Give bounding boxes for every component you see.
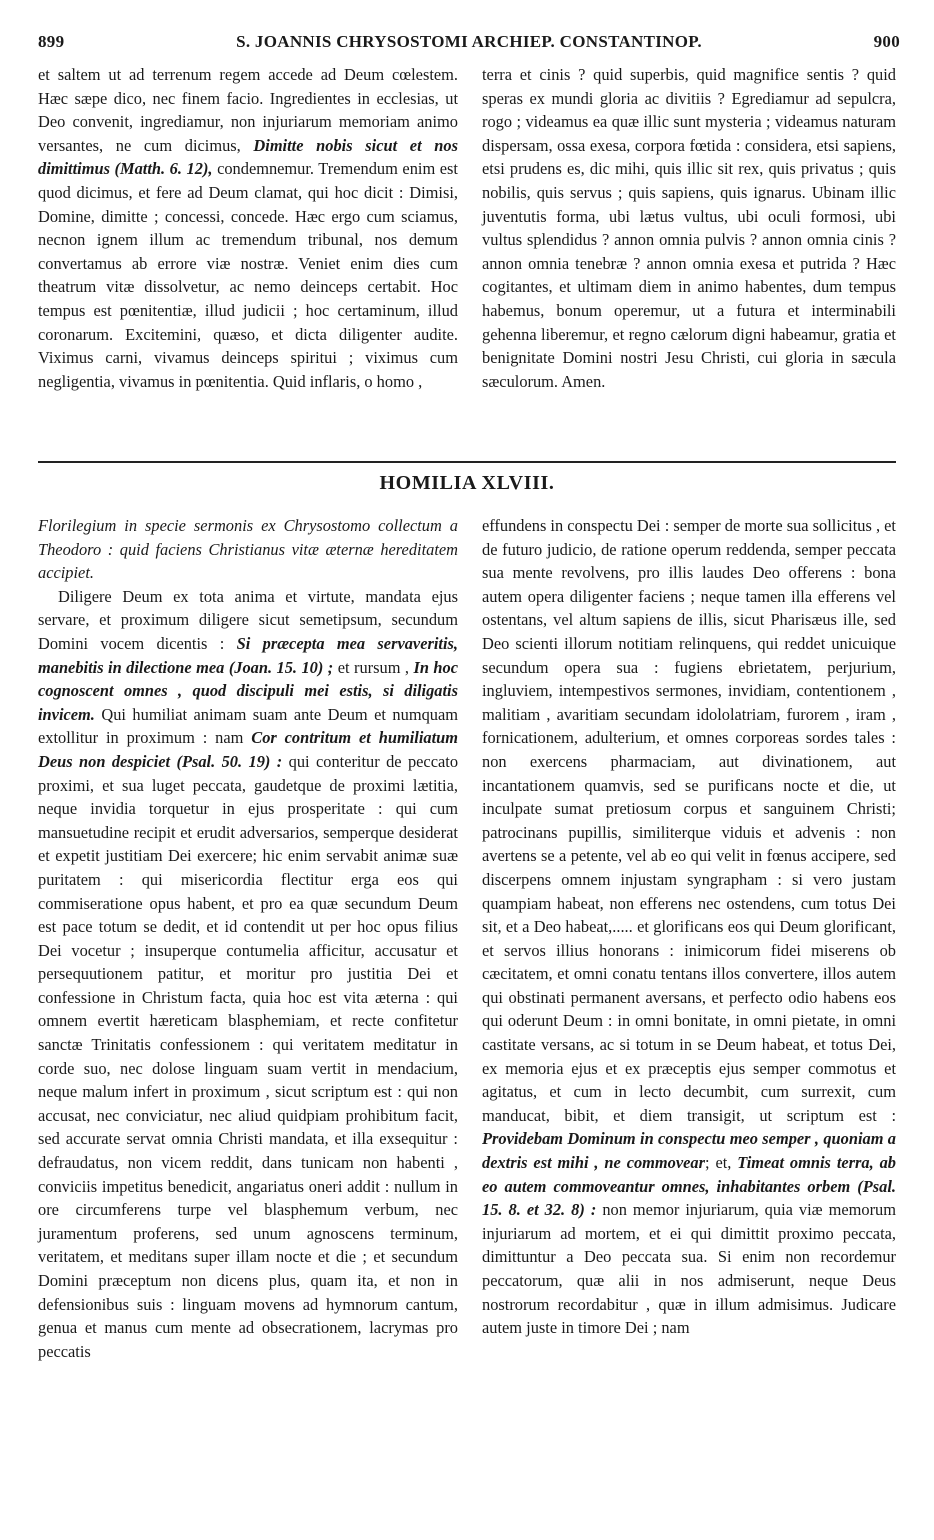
- text-run: Qui humiliat animam suam ante Deum et numquam extollitur in proximum : nam: [38, 704, 458, 748]
- bottom-right-column: [482, 514, 896, 1340]
- scripture-quote: Dimitte nobis sicut et nos dimittimus: [38, 135, 458, 179]
- text-run: et saltem ut ad terrenum regem accede ad Deum cœlestem. Hæc sæpe dico, nec finem facio. Ingredientes in ecclesias, ut Deo convenit, ingrediamur, non injuriarum memoriam animo versantes, ne cum dicimus,: [38, 65, 458, 155]
- text-run: terra et cinis ? quid superbis, quid magnifice sentis ? quid speras ex mundi gloria ac divitiis ? Egrediamur ad sepulcra, rogo ; videamus ea quæ illic sunt mysteria ; videamus naturam dispersam, ossa exesa, corpora fœtida : considera, etsi sapiens, etsi prudens es, dic mihi, quis illic sit rex, quis privatus ; quis nobilis, quis servus ; quis sapiens, quis ignarus. Ubinam illic juventutis forma, ubi lætus vultus, ubi oculi formosi, ubi vultus splendidus ? annon omnia pulvis ? annon omnia cinis ? annon omnia tenebræ ? annon omnia exesa et putrida ? Hæc cogitantes, et ultimam diem in animo habentes, dum tempus habemus, bonum operemur, ut a futura et interminabili gehenna liberemur, et regno cælorum digni habeamur, gratia et benignitate Domini nostri Jesu Christi, cui gloria in sæcula sæculorum. Amen.: [482, 65, 896, 391]
- paragraph: [482, 63, 896, 393]
- paragraph: [38, 63, 458, 393]
- top-right-column: [482, 63, 896, 393]
- text-run: effundens in conspectu Dei : semper de morte sua sollicitus , et de futuro judicio, de ratione operum reddenda, semper peccata sua mente revolvens, pro illis laudes Deo offerens : bona autem opera diligenter faciens ; neque tamen illa efferens vel ostentans, vel altum sapiens de illis, sicut Pharisæus ille, sed Deo scienti illorum notitiam relinquens, qui reddet unicuique secundum opera sua : fugiens ebrietatem, perjurium, ingluviem, intempestivos sermones, invidiam, contentionem , malitiam , avaritiam secundam idololatriam, furorem , iram , fornicationem, adulterium, et omnes corporeas sordes tales : non exercens pharmaciam, aut divinationem, aut incantationem quamvis, sed se purificans nocte et die, ut inculpate sumat pretiosum corpus et sanguinem Christi; patrocinans pupillis, similiterque viduis et advenis : non avertens se a petente, vel ab eo qui velit in fœnus accipere, sed discerpens omnem injustam syngrapham : si vero justam quampiam habeat, non efferens nec ostendens, cum totus Dei sit, et a Deo habeat,..... et glorificans eos qui Deum glorificant, et servos illius honorans : inimicorum fidei miserens ob cæcitatem, et omni conatu tentans illos convertere, illos autem qui obstinati permanent aversans, et perfecto odio habens eos qui oderunt Deum : in omni bonitate, in omni pietate, in omni castitate versans, ac si totum in se Deum habeat, et totus Dei, ex memoria ejus et ex præceptis ejus semper commotus et agitatus, et cum in lecto decumbit, cum surrexit, cum manducat, bibit, et diem transigit, ut scriptum est :: [482, 516, 896, 1125]
- top-left-column: [38, 63, 458, 393]
- paragraph: [482, 514, 896, 1340]
- text-run: non memor injuriarum, quia viæ memorum injuriarum ad mortem, et ei qui dimittit proximo peccata, dimittuntur a Deo peccata sua. Si enim non recordemur peccatorum, quæ alii in nos admiserunt, neque Deus nostrorum recordabitur , quæ in illum admisimus. Judicare autem juste in timore Dei ; nam: [482, 1200, 896, 1338]
- text-run: ; et,: [705, 1153, 738, 1173]
- page-number-left: 899: [38, 32, 65, 51]
- text-run: condemnemur. Tremendum enim est quod dicimus, et fere ad Deum clamat, qui hoc dicit : Dimisi, Domine, dimitte ; concessi, concede. Hæc ergo cum sciamus, necnon ignem illum ac tremendum tribunal, nos demum convertamus ab errore viæ nostræ. Veniet enim dies cum theatrum vitæ dissolvetur, ac nemo deinceps certabit. Hoc tempus est pœnitentiæ, illud judicii ; hoc certaminum, illud coronarum. Excitemini, quæso, et dicta diligenter audite. Viximus carni, vivamus deinceps spiritui ; viximus cum negligentia, vivamus in pœnitentia. Quid inflaris, o homo ,: [38, 159, 458, 391]
- scripture-reference: (Matth. 6. 12),: [109, 159, 218, 179]
- running-header: [38, 32, 900, 54]
- bottom-left-column: [38, 514, 458, 1363]
- text-run: Diligere Deum ex tota anima et virtute, mandata ejus servare, et proximum diligere sicut semetipsum, secundum Domini vocem dicentis :: [38, 586, 458, 653]
- scripture-quote: Providebam Dominum in conspectu meo semper , quoniam a dextris est mihi , ne commovear: [482, 1129, 896, 1173]
- homily-summary: Florilegium in specie sermonis ex Chrysostomo collectum a Theodoro : quid faciens Christianus vitæ æternæ hereditatem accipiet.: [38, 516, 458, 583]
- scripture-quote: Cor contritum et humiliatum Deus non despiciet: [38, 728, 458, 771]
- text-run: qui conteritur de peccato proximi, et sua luget peccata, gaudetque de proximi lætitia, neque invidia torquetur in ejus prosperitate : qui cum mansuetudine recipit et erudit adversarios, semperque desiderat et expetit justitiam Dei exercere; hic enim servabit animæ suæ puritatem : qui misericordia flectitur erga eos qui commiseratione opus habent, et pro ea quæ secundum Deum est pace totum se dedit, et id contendit ut per hoc opus filius Dei vocetur ; insuperque contumelia afficitur, accusatur et persequutionem patitur, et moritur pro justitia Dei et confessione in Christum facta, quia hoc est vita æterna : qui omnem evertit hæreticam blasphemiam, et recte confitetur sanctæ Trinitatis confessionem : qui veritatem meditatur in corde suo, nec dolose linguam suam vertit in mendacium, neque malum infert in proximum , sicut scriptum est : qui non accusat, nec conviciatur, nec aliud quidpiam prohibitum facit, sed accurate servat omnia Christi mandata, et illa exsequitur : defraudatus, non vicem reddit, dans tunicam non habenti , conviciis impetitus benedicit, angariatus oneri addit : nullum in ore circumferens turpe vel blasphemum verbum, nec juramentum proferens, sed unum agnoscens terminum, veritatem, et meditans super illam nocte et die ; et secundum Domini præceptum non dicens plus, quam ita, et non in defensionibus suis : linguam movens ad hymnorum cantum, genua et manus cum mente ad obsecrationem, lacrymas pro peccatis: [38, 751, 459, 1361]
- scripture-quote: In hoc cognoscent omnes , quod discipuli mei estis, si diligatis invicem.: [38, 657, 458, 724]
- page-number-right: 900: [873, 32, 900, 51]
- homily-title: HOMILIA XLVIII.: [379, 472, 555, 494]
- scripture-reference: (Psal. 50. 19) :: [170, 751, 289, 771]
- scripture-reference: (Joan. 15. 10) ;: [224, 657, 338, 677]
- text-run: et rursum ,: [337, 657, 414, 677]
- scripture-quote: Timeat omnis terra, ab eo autem commoveantur omnes, inhabitantes orbem: [482, 1153, 896, 1196]
- running-title: S. JOANNIS CHRYSOSTOMI ARCHIEP. CONSTANTINOP.: [236, 32, 702, 51]
- scripture-reference: (Psal. 15. 8. et 32. 8) :: [482, 1176, 897, 1220]
- section-divider: [38, 461, 896, 463]
- scripture-quote: Si præcepta mea servaveritis, manebitis in dilectione mea: [38, 633, 458, 677]
- paragraph: [38, 585, 458, 1364]
